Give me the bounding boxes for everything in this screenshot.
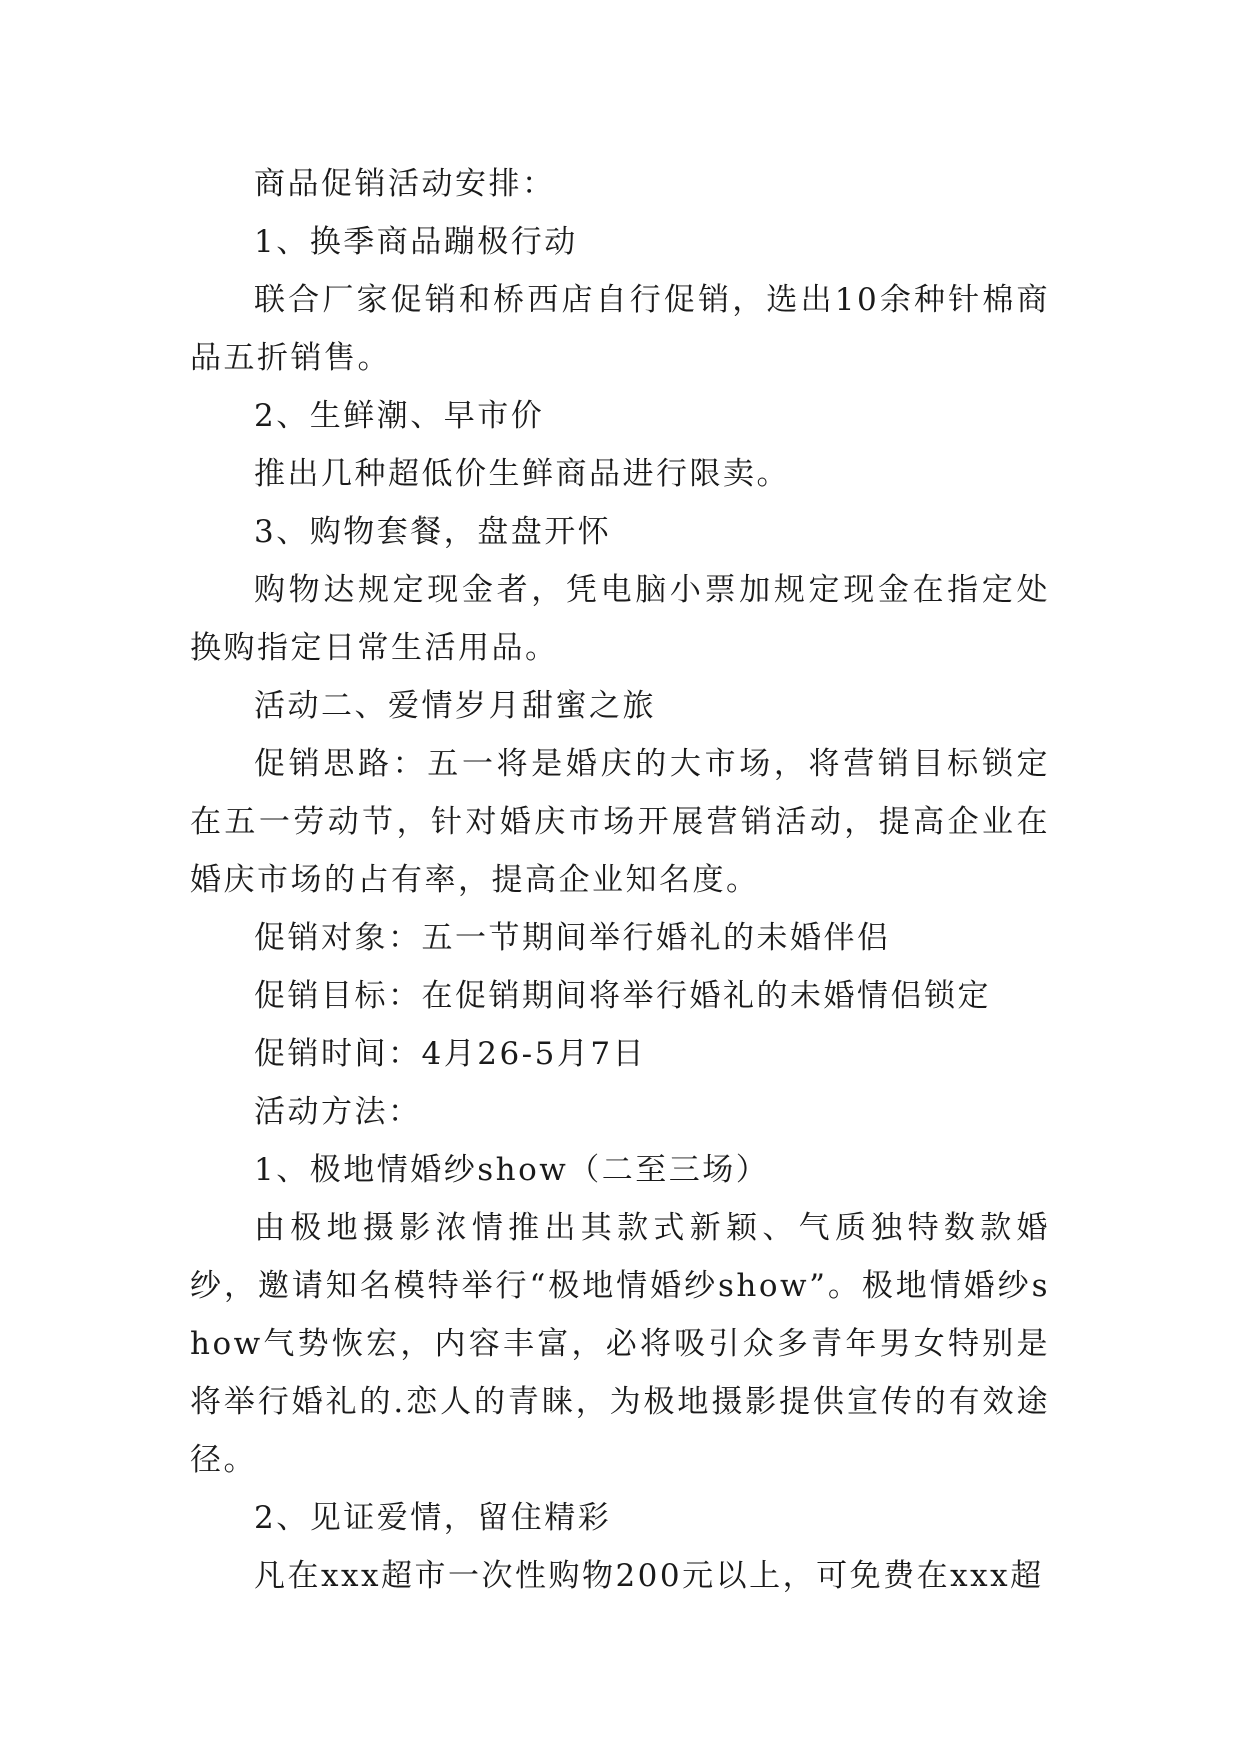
paragraph-activity-two-title: 活动二、爱情岁月甜蜜之旅 [254,688,656,724]
paragraph-promo-time: 促销时间：4月26-5月7日 [254,1036,647,1072]
paragraph-body-1: 联合厂家促销和桥西店自行促销，选出10余种针棉商品五折销售。 [190,282,1050,376]
paragraph-activity-method: 活动方法： [254,1094,422,1130]
paragraph-method-heading-1: 1、极地情婚纱show（二至三场） [254,1152,770,1188]
paragraph-method-body-2: 凡在xxx超市一次性购物200元以上，可免费在xxx超 [254,1558,1044,1594]
document-body [190,155,1050,1605]
paragraph-heading-1: 1、换季商品蹦极行动 [254,224,578,260]
paragraph-heading-3: 3、购物套餐，盘盘开怀 [254,514,612,550]
paragraph-method-heading-2: 2、见证爱情，留住精彩 [254,1500,612,1536]
paragraph-body-2: 推出几种超低价生鲜商品进行限卖。 [254,456,790,492]
paragraph-body-3: 购物达规定现金者，凭电脑小票加规定现金在指定处换购指定日常生活用品。 [190,572,1050,666]
paragraph-promo-schedule: 商品促销活动安排： [254,166,556,202]
paragraph-method-body-1: 由极地摄影浓情推出其款式新颖、气质独特数款婚纱，邀请知名模特举行“极地情婚纱show”。极地情婚纱show气势恢宏，内容丰富，必将吸引众多青年男女特别是将举行婚礼的.恋人的青睐，为极地摄影提供宣传的有效途径。 [190,1210,1050,1478]
paragraph-heading-2: 2、生鲜潮、早市价 [254,398,545,434]
paragraph-promo-idea: 促销思路：五一将是婚庆的大市场，将营销目标锁定在五一劳动节，针对婚庆市场开展营销活动，提高企业在婚庆市场的占有率，提高企业知名度。 [190,746,1050,898]
paragraph-promo-target-audience: 促销对象：五一节期间举行婚礼的未婚伴侣 [254,920,891,956]
paragraph-promo-goal: 促销目标：在促销期间将举行婚礼的未婚情侣锁定 [254,978,991,1014]
